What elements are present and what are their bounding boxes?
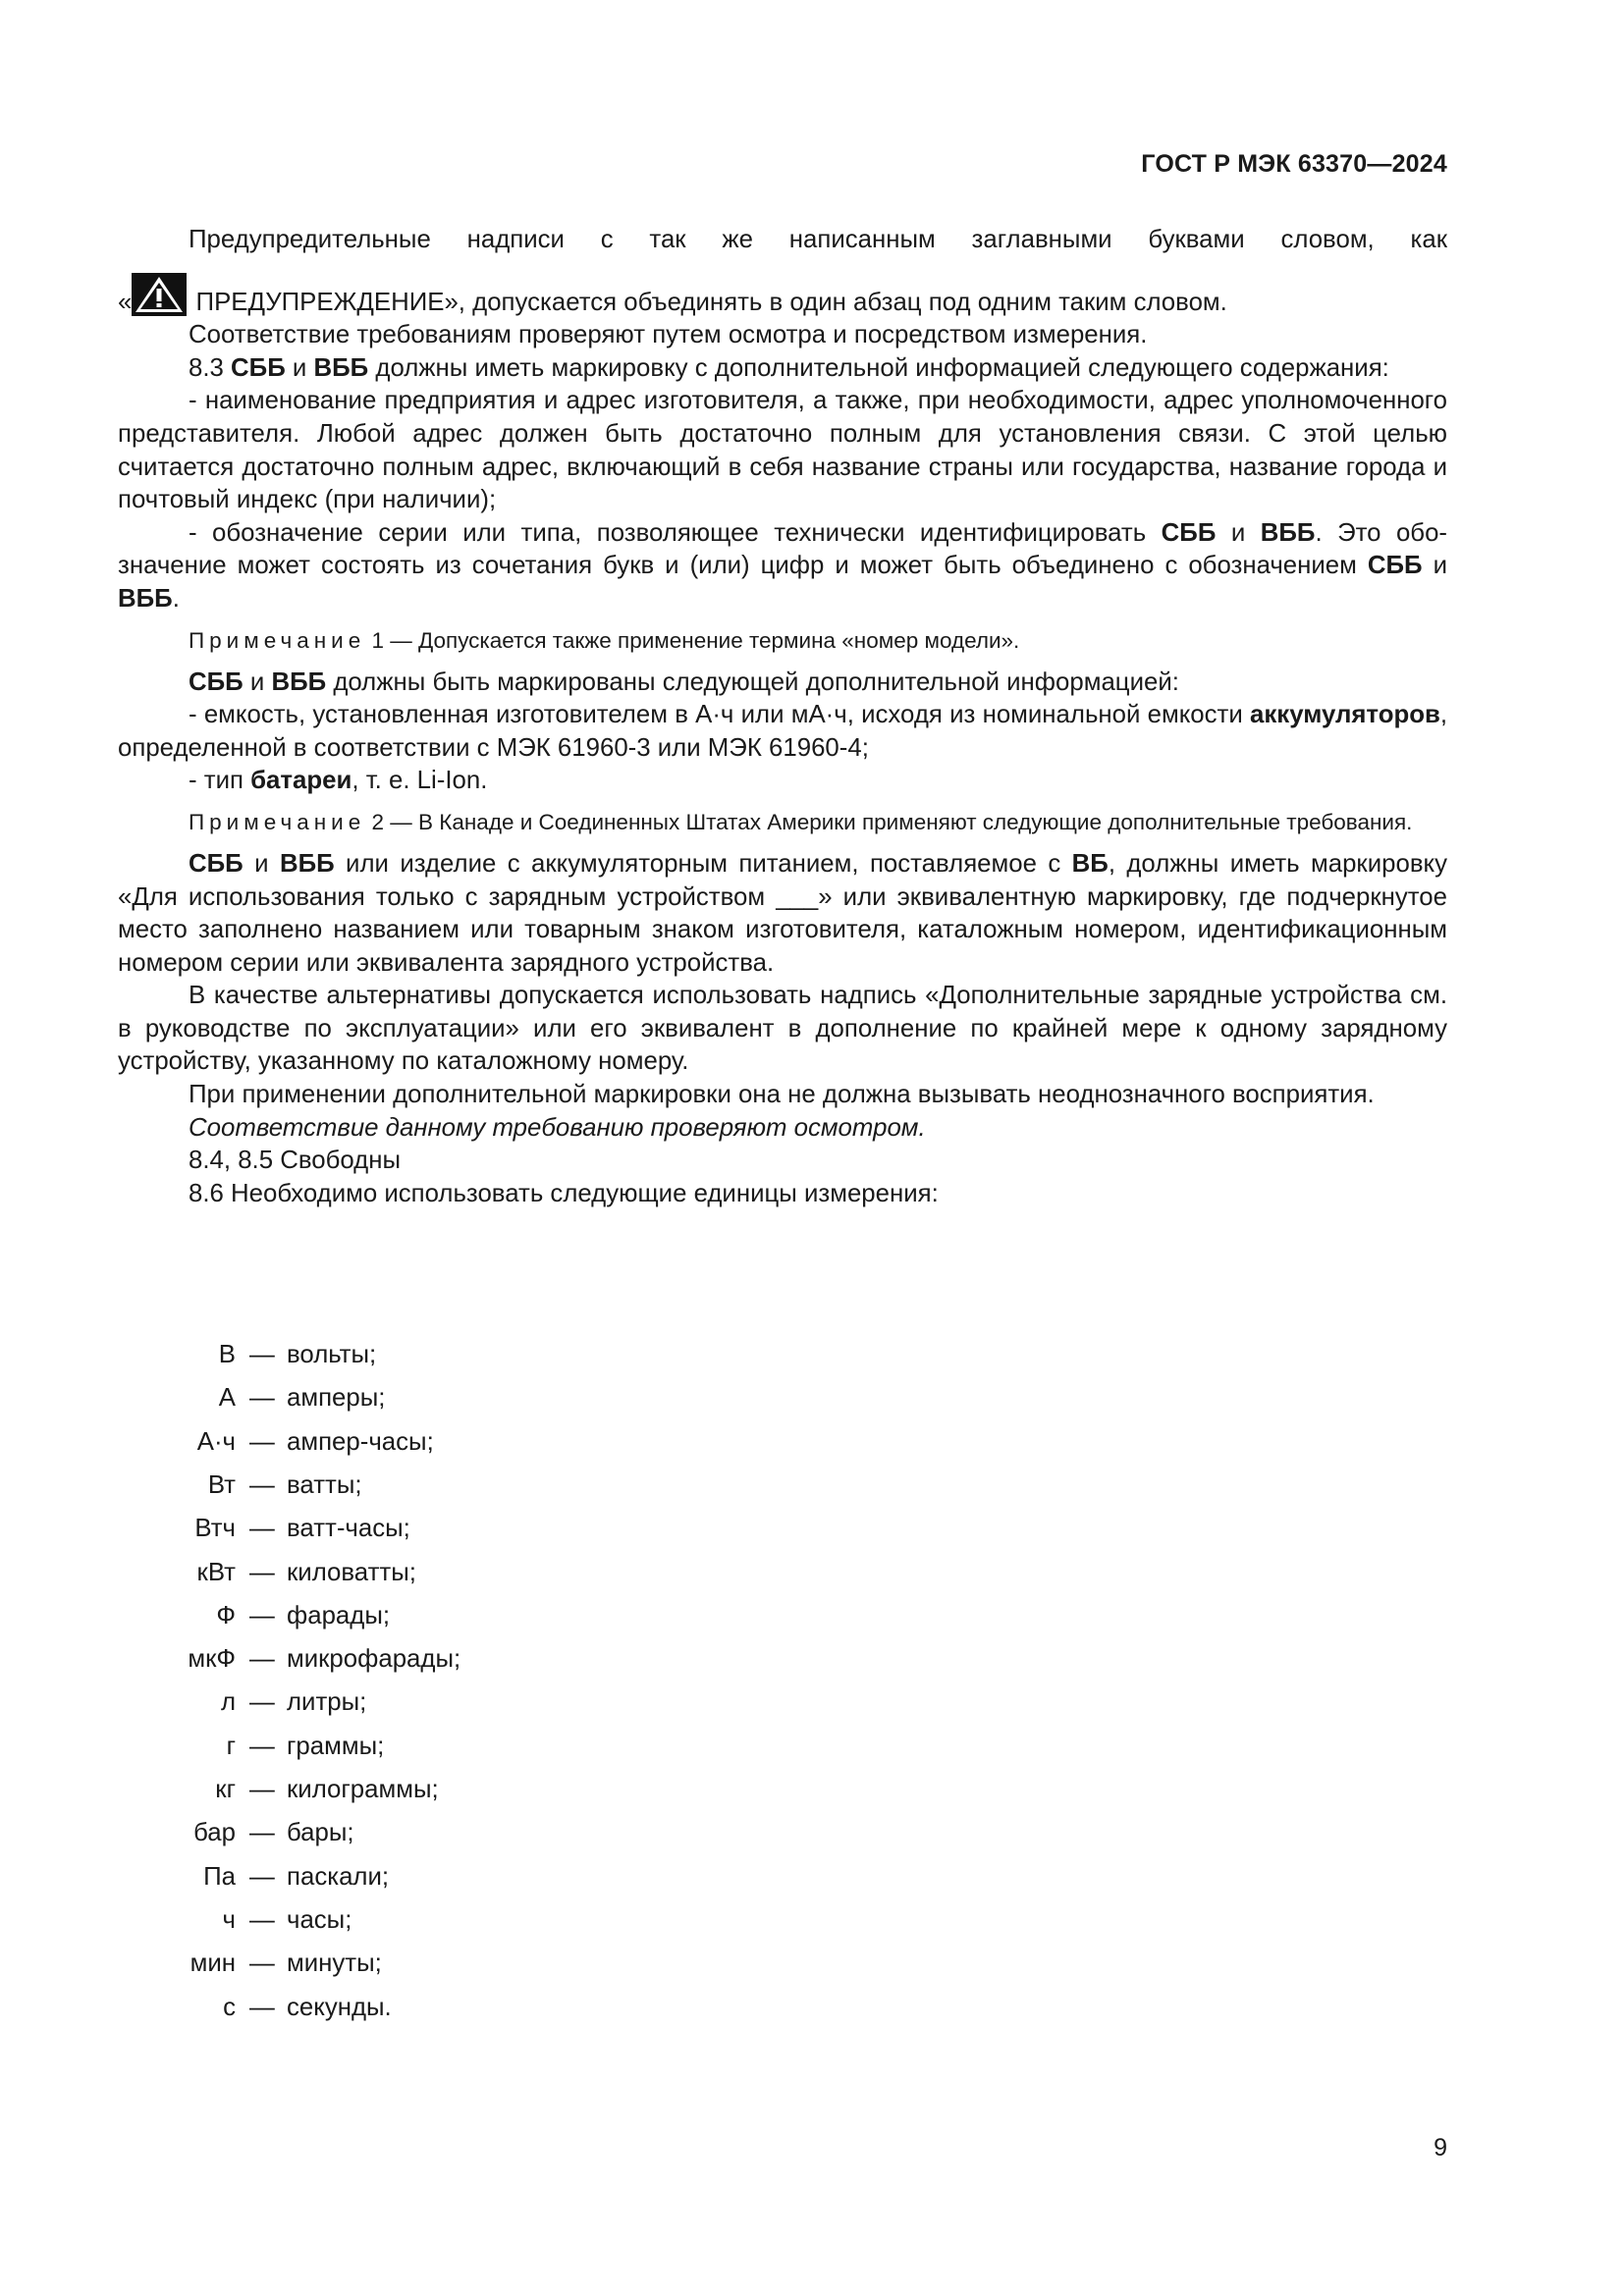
unit-dash: — — [249, 1732, 275, 1760]
unit-code: Па — [203, 1862, 236, 1891]
document-body — [118, 224, 1447, 1210]
unit-row — [118, 1384, 707, 1417]
document-header: ГОСТ Р МЭК 63370—2024 — [1141, 150, 1447, 178]
unit-dash: — — [249, 1558, 275, 1586]
unit-code: Втч — [194, 1515, 236, 1543]
unit-dash: — — [249, 1819, 275, 1847]
unit-row — [118, 1819, 707, 1852]
unit-code: г — [226, 1732, 236, 1760]
unit-dash: — — [249, 1341, 275, 1368]
unit-name: часы; — [287, 1905, 352, 1934]
warning-icon — [132, 273, 187, 316]
unit-dash: — — [249, 1993, 275, 2021]
unit-dash: — — [249, 1515, 275, 1543]
para-warning-1: Предупредительные надписи с так же написанным заглавными буквами словом, как — [189, 226, 1447, 253]
unit-name: граммы; — [287, 1732, 385, 1760]
unit-name: амперы; — [287, 1384, 386, 1413]
unit-row — [118, 1602, 707, 1635]
note-2: Примечание 2 — В Канаде и Соединенных Штатах Америки применяют следующие дополнительные требования. — [189, 809, 1413, 834]
unit-name: вольты; — [287, 1341, 377, 1368]
unit-dash: — — [249, 1862, 275, 1891]
unit-dash: — — [249, 1949, 275, 1978]
unit-code: кВт — [196, 1558, 236, 1586]
unit-name: фарады; — [287, 1601, 391, 1629]
para-additional-info: СББ и ВББ должны быть маркированы следующей дополнительной информацией: — [189, 667, 1179, 696]
unit-row — [118, 1688, 707, 1722]
unit-row — [118, 1515, 707, 1548]
unit-row — [118, 1471, 707, 1505]
unit-name: ватты; — [287, 1470, 362, 1499]
unit-code: мкФ — [188, 1645, 236, 1674]
unit-name: секунды. — [287, 1993, 392, 2021]
unit-code: А·ч — [196, 1427, 236, 1456]
unit-code: Вт — [207, 1470, 236, 1499]
unit-name: минуты; — [287, 1949, 382, 1978]
unit-row — [118, 1906, 707, 1940]
unit-code: с — [223, 1993, 236, 2021]
para-alternative: В качестве альтернативы допускается использовать надпись «Дополнительные зарядные устройства см. в руководстве по эксплуатации» или его эквивалент в дополнение по крайней мере к одному зарядному устройству, указанному по каталожному номеру. — [118, 982, 1447, 1076]
unit-name: ампер-часы; — [287, 1427, 434, 1456]
unit-name: ватт-часы; — [287, 1515, 410, 1543]
unit-code: ч — [222, 1905, 236, 1934]
unit-name: киловатты; — [287, 1558, 416, 1586]
unit-row — [118, 1645, 707, 1679]
unit-name: микрофарады; — [287, 1645, 461, 1674]
unit-code: бар — [193, 1819, 236, 1847]
unit-row — [118, 1949, 707, 1983]
unit-name: литры; — [287, 1688, 367, 1717]
para-8-3: 8.3 СББ и ВББ должны иметь маркировку с дополнительной информацией следующего содержания: — [189, 353, 1389, 382]
unit-row — [118, 1733, 707, 1766]
unit-dash: — — [249, 1427, 275, 1456]
para-8-6: 8.6 Необходимо использовать следующие единицы измерения: — [189, 1179, 939, 1207]
unit-dash: — — [249, 1905, 275, 1934]
page-number: 9 — [1434, 2134, 1447, 2162]
list-item-battery-type: - тип батареи, т. е. Li-Ion. — [189, 767, 488, 795]
unit-code: мин — [189, 1949, 236, 1978]
unit-dash: — — [249, 1384, 275, 1413]
unit-dash: — — [249, 1776, 275, 1803]
note-1: Примечание 1 — Допускается также применение термина «номер модели». — [189, 627, 1020, 653]
list-item-manufacturer: - наименование предприятия и адрес изготовителя, а также, при необходимости, адрес уполномоченного представителя. Любой адрес должен быть достаточно полным для установления связи. С этой целью считается достаточно полным адрес, включающий в себя название страны или государства, название города и почтовый индекс (при наличии); — [118, 387, 1447, 514]
para-charger-marking: СББ и ВББ или изделие с аккумуляторным питанием, поставляемое с ВБ, должны иметь маркировку «Для использования только с зарядным устройством ___» или эквивалентную маркировку, где подчеркнутое место заполнено названием или товарным знаком изготовителя, каталожным номером, идентификационным номером серии или эквивалента зарядного устройства. — [118, 849, 1447, 977]
unit-dash: — — [249, 1601, 275, 1629]
para-8-4-8-5: 8.4, 8.5 Свободны — [189, 1147, 402, 1175]
unit-row — [118, 1341, 707, 1374]
para-additional-marking: При применении дополнительной маркировки она не должна вызывать неоднозначного восприятия. — [189, 1081, 1375, 1109]
list-item-capacity: - емкость, установленная изготовителем в А·ч или мА·ч, исходя из номинальной емкости аккумуляторов, определенной в соответствии с МЭК 61960-3 или МЭК 61960-4; — [118, 701, 1447, 762]
unit-row — [118, 1994, 707, 2027]
unit-row — [118, 1776, 707, 1809]
para-compliance-check: Соответствие требованиям проверяют путем осмотра и посредством измерения. — [189, 321, 1148, 349]
unit-code: кг — [215, 1776, 236, 1803]
unit-row — [118, 1863, 707, 1896]
unit-dash: — — [249, 1470, 275, 1499]
unit-dash: — — [249, 1688, 275, 1717]
unit-name: килограммы; — [287, 1776, 439, 1803]
para-compliance-inspection: Соответствие данному требованию проверяют осмотром. — [189, 1113, 926, 1142]
unit-row — [118, 1559, 707, 1592]
unit-code: л — [220, 1688, 236, 1717]
unit-code: В — [218, 1341, 236, 1368]
unit-code: Ф — [216, 1601, 236, 1629]
para-warning-2: « ПРЕДУПРЕЖДЕНИЕ», допускается объединять в один абзац под одним таким словом. — [118, 273, 1447, 320]
unit-name: бары; — [287, 1819, 354, 1847]
unit-dash: — — [249, 1645, 275, 1674]
list-item-series: - обозначение серии или типа, позволяющее технически идентифицировать СББ и ВББ. Это обозначение может состоять из сочетания букв и (или) цифр и может быть объединено с обозначением СББ и ВББ. — [118, 518, 1448, 613]
unit-code: А — [218, 1384, 236, 1413]
unit-row — [118, 1428, 707, 1462]
unit-name: паскали; — [287, 1862, 390, 1891]
